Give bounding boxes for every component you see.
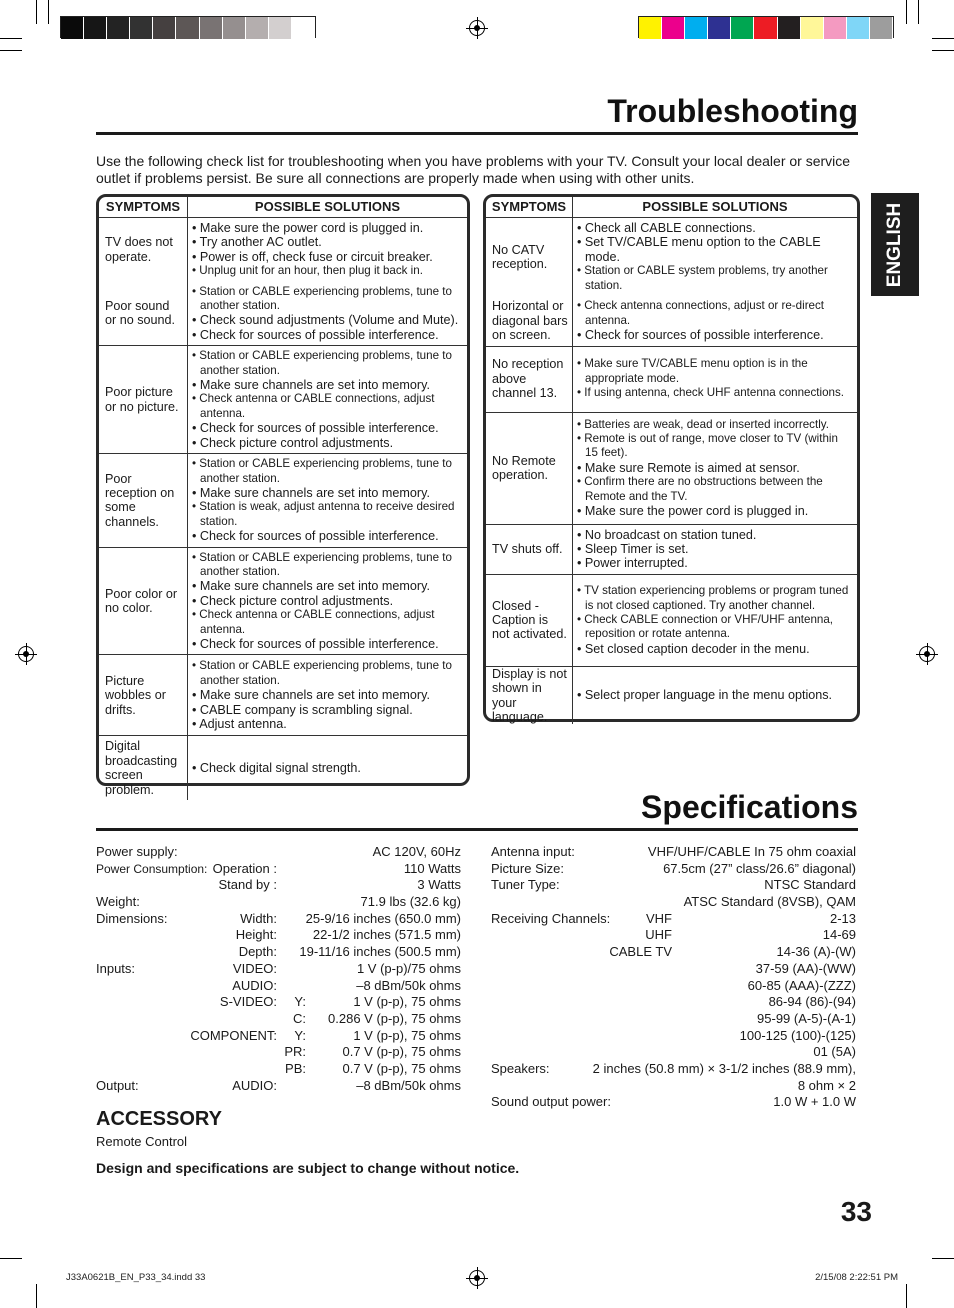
spec-value: 1 V (p-p), 75 ohms (353, 994, 461, 1010)
spec-sublabel: Width: (240, 910, 277, 926)
spec-sublabel: AUDIO: (232, 977, 277, 993)
color-swatch (84, 17, 107, 39)
solution-item: • Power is off, check fuse or circuit breaker. (192, 249, 433, 264)
symptom-cell: Picture wobbles or drifts. (99, 655, 188, 736)
troubleshooting-title: Troubleshooting (607, 93, 858, 129)
spec-sublabel: COMPONENT: (190, 1027, 277, 1043)
table-row (486, 412, 857, 524)
symptom-cell: Poor color or no color. (99, 547, 188, 655)
spec-sublabel: PR: (284, 1044, 306, 1060)
spec-value: AC 120V, 60Hz (372, 844, 461, 859)
solution-item: • Make sure the power cord is plugged in. (577, 504, 809, 519)
color-swatch (731, 17, 754, 39)
table-row (486, 524, 857, 574)
spec-sublabel: CABLE TV (609, 944, 672, 960)
solution-item: • Check sound adjustments (Volume and Mute). (192, 313, 459, 328)
solution-item: • Station or CABLE experiencing problems, tune to another station. (192, 284, 452, 313)
solution-item: • Confirm there are no obstructions between the Remote and the TV. (577, 475, 823, 503)
spec-value: 0.7 V (p-p), 75 ohms (342, 1044, 461, 1060)
color-swatch (176, 17, 199, 39)
solution-item: • Station is weak, adjust antenna to receive desired station. (192, 500, 455, 528)
solution-item: • Make sure Remote is aimed at sensor. (577, 460, 800, 475)
spec-value: 0.7 V (p-p), 75 ohms (342, 1060, 461, 1076)
solutions-cell (573, 296, 858, 346)
solution-item: • Power interrupted. (577, 556, 688, 571)
symptom-cell: TV shuts off. (486, 524, 573, 574)
solution-item: • Adjust antenna. (192, 716, 287, 731)
symptom-cell: TV does not operate. (99, 218, 188, 282)
symptom-cell: Poor picture or no picture. (99, 346, 188, 454)
table-row (99, 454, 467, 547)
solution-item: • Make sure channels are set into memory. (192, 378, 430, 393)
table-row (486, 218, 857, 297)
solution-item: • Check picture control adjustments. (192, 435, 394, 450)
troubleshooting-intro: Use the following check list for troubleshooting when you have problems with your TV. Consult your local dealer or service outlet if problems persist. Be sure all connections are properly made when using with other units. (96, 153, 851, 186)
solution-item: • Check for sources of possible interference. (577, 327, 824, 342)
color-swatch (685, 17, 708, 39)
registration-mark-icon (469, 1270, 485, 1286)
color-swatch (107, 17, 130, 39)
footer-timestamp: 2/15/08 2:22:51 PM (815, 1272, 898, 1283)
solution-item: • Set TV/CABLE menu option to the CABLE mode. (577, 235, 821, 264)
spec-sublabel: Y: (294, 1027, 306, 1043)
spec-value: 14-36 (A)-(W) (776, 944, 856, 960)
symptoms-header: SYMPTOMS (99, 197, 188, 218)
spec-value: 100-125 (100)-(125) (739, 1027, 856, 1043)
symptom-cell: Poor sound or no sound. (99, 282, 188, 346)
spec-value: 60-85 (AAA)-(ZZZ) (747, 977, 856, 993)
specifications-title: Specifications (641, 789, 858, 825)
solution-item: • Station or CABLE experiencing problems, tune to another station. (192, 659, 452, 687)
solution-item: • Make sure TV/CABLE menu option is in the appropriate mode. (577, 357, 808, 385)
accessory-heading: ACCESSORY (96, 1108, 222, 1130)
solutions-cell (573, 346, 858, 412)
color-swatch (824, 17, 847, 39)
spec-value: 95-99 (A-5)-(A-1) (757, 1010, 856, 1026)
crop-mark (0, 50, 22, 51)
spec-sublabel: UHF (645, 927, 672, 943)
spec-value: 25-9/16 inches (650.0 mm) (305, 910, 461, 926)
spec-value: ATSC Standard (8VSB), QAM (683, 894, 856, 910)
spec-value: 19-11/16 inches (500.5 mm) (299, 944, 461, 960)
solution-item: • Try another AC outlet. (192, 235, 322, 250)
symptom-cell: No Remote operation. (486, 412, 573, 524)
solutions-cell (573, 218, 858, 297)
language-tab (871, 193, 919, 296)
table-row (99, 282, 467, 346)
solutions-cell (188, 547, 468, 655)
solution-item: • Set closed caption decoder in the menu. (577, 641, 810, 656)
symptom-cell: No reception above channel 13. (486, 346, 573, 412)
spec-sublabel: AUDIO: (232, 1077, 277, 1093)
spec-label: Weight: (96, 894, 140, 910)
solution-item: • Check CABLE connection or VHF/UHF antenna, reposition or rotate antenna. (577, 613, 834, 641)
spec-value: –8 dBm/50k ohms (356, 1077, 461, 1093)
spec-label: Inputs: (96, 960, 136, 976)
solution-item: • Batteries are weak, dead or inserted incorrectly. (577, 417, 829, 431)
solutions-cell (188, 346, 468, 454)
solutions-cell (188, 655, 468, 736)
spec-label: Dimensions: (96, 910, 168, 926)
spec-value: 3 Watts (417, 877, 461, 893)
color-swatch (847, 17, 870, 39)
table-row (99, 346, 467, 454)
symptom-cell: Digital broadcasting screen problem. (99, 736, 188, 800)
spec-value: 2 inches (50.8 mm) × 3-1/2 inches (88.9 mm), (592, 1060, 856, 1076)
solution-item: • Unplug unit for an hour, then plug it back in. (192, 264, 423, 278)
spec-label: Speakers: (491, 1060, 550, 1076)
spec-sublabel: PB: (285, 1060, 306, 1076)
color-swatch (223, 17, 246, 39)
symptom-cell: Horizontal or diagonal bars on screen. (486, 296, 573, 346)
spec-right-column (491, 844, 856, 1111)
color-swatch (708, 17, 731, 39)
solutions-cell (573, 574, 858, 666)
solution-item: • Station or CABLE experiencing problems, tune to another station. (192, 349, 452, 377)
spec-sublabel: C: (293, 1010, 306, 1026)
crop-mark (0, 38, 22, 39)
color-swatch (246, 17, 269, 39)
crop-mark (0, 1258, 22, 1259)
color-swatch (269, 17, 292, 39)
spec-value: 0.286 V (p-p), 75 ohms (328, 1010, 461, 1026)
troubleshooting-table-left (96, 194, 470, 797)
table-row (99, 218, 467, 282)
solution-item: • Make sure the power cord is plugged in. (192, 221, 424, 235)
solution-item: • TV station experiencing problems or program tuned is not closed captioned. Try another channel. (577, 584, 849, 612)
spec-sublabel: VHF (646, 910, 672, 926)
spec-sublabel: Depth: (238, 944, 277, 960)
crop-mark (906, 1284, 907, 1308)
crop-mark (36, 0, 37, 24)
registration-mark-icon (919, 646, 935, 662)
spec-label: Antenna input: (491, 844, 575, 859)
registration-mark-icon (18, 646, 34, 662)
table-row (486, 666, 857, 724)
solutions-cell (188, 736, 468, 800)
table-row (486, 296, 857, 346)
spec-sublabel: Y: (294, 994, 306, 1010)
specifications-rule (96, 828, 858, 831)
solutions-cell (188, 454, 468, 547)
solution-item: • Station or CABLE experiencing problems, tune to another station. (192, 550, 452, 578)
solution-item: • Station or CABLE system problems, try another station. (577, 264, 828, 292)
page-number: 33 (840, 1196, 872, 1227)
process-color-bar (638, 16, 894, 38)
spec-value: 71.9 lbs (32.6 kg) (360, 894, 461, 910)
spec-value: VHF/UHF/CABLE In 75 ohm coaxial (647, 844, 856, 859)
spec-value: 1.0 W + 1.0 W (773, 1094, 856, 1110)
table-row (486, 574, 857, 666)
spec-value: 110 Watts (403, 860, 461, 876)
symptom-cell: Poor reception on some channels. (99, 454, 188, 547)
spec-sublabel: Stand by : (218, 877, 277, 893)
registration-mark-icon (469, 20, 485, 36)
spec-value: 14-69 (822, 927, 856, 943)
table-row (99, 736, 467, 800)
color-swatch (153, 17, 176, 39)
solution-item: • Check all CABLE connections. (577, 221, 756, 235)
spec-value: 01 (5A) (813, 1044, 856, 1060)
crop-mark (932, 1258, 954, 1259)
solution-item: • Check for sources of possible interference. (192, 421, 439, 436)
symptom-cell: No CATV reception. (486, 218, 573, 297)
solutions-cell (188, 218, 468, 282)
solution-item: • No broadcast on station tuned. (577, 527, 757, 542)
spec-value: 37-59 (AA)-(WW) (755, 960, 856, 976)
spec-value: –8 dBm/50k ohms (356, 977, 461, 993)
solution-item: • Check antenna connections, adjust or re-direct antenna. (577, 299, 825, 327)
spec-sublabel: Height: (235, 927, 277, 943)
spec-label: Output: (96, 1077, 139, 1093)
crop-mark (932, 38, 954, 39)
color-swatch (292, 17, 315, 39)
table-row (99, 547, 467, 655)
spec-label: Picture Size: (491, 860, 564, 876)
spec-left-column (96, 844, 461, 1094)
solution-item: • Remote is out of range, move closer to TV (within 15 feet). (577, 432, 838, 460)
spec-sublabel: S-VIDEO: (219, 994, 277, 1010)
solution-item: • Make sure channels are set into memory. (192, 688, 430, 703)
color-swatch (662, 17, 685, 39)
solutions-header: POSSIBLE SOLUTIONS (573, 197, 858, 218)
symptom-cell: Display is not shown in your language. (486, 666, 573, 724)
color-swatch (200, 17, 223, 39)
solution-item: • Check picture control adjustments. (192, 593, 394, 608)
solution-item: • Make sure channels are set into memory. (192, 579, 430, 594)
spec-label: Power Consumption: (96, 861, 208, 876)
grayscale-color-bar (60, 16, 316, 38)
footer-file: J33A0621B_EN_P33_34.indd 33 (66, 1272, 206, 1283)
solution-item: • Select proper language in the menu options. (577, 688, 833, 703)
table-row (99, 655, 467, 736)
crop-mark (932, 50, 954, 51)
color-swatch (61, 17, 84, 39)
spec-sublabel: Operation : (212, 860, 277, 876)
spec-value: 2-13 (829, 910, 856, 926)
spec-label: Sound output power: (491, 1094, 611, 1110)
crop-mark (906, 0, 907, 24)
color-swatch (801, 17, 824, 39)
spec-sublabel: VIDEO: (232, 960, 277, 976)
crop-mark (36, 1284, 37, 1308)
title-rule (96, 132, 858, 135)
solutions-cell (188, 282, 468, 346)
crop-mark (918, 0, 919, 24)
troubleshooting-table-right (483, 194, 860, 722)
spec-value: 67.5cm (27” class/26.6” diagonal) (663, 860, 856, 876)
spec-value: 86-94 (86)-(94) (768, 994, 856, 1010)
spec-label: Tuner Type: (491, 877, 560, 893)
spec-value: 8 ohm × 2 (797, 1077, 856, 1093)
spec-value: 22-1/2 inches (571.5 mm) (312, 927, 461, 943)
solution-item: • Check antenna or CABLE connections, adjust antenna. (192, 392, 435, 420)
change-notice: Design and specifications are subject to change without notice. (96, 1160, 520, 1176)
solutions-cell (573, 524, 858, 574)
solution-item: • If using antenna, check UHF antenna connections. (577, 386, 845, 400)
solution-item: • Check for sources of possible interference. (192, 327, 439, 342)
color-swatch (754, 17, 777, 39)
symptoms-header: SYMPTOMS (486, 197, 573, 218)
solution-item: • Check antenna or CABLE connections, adjust antenna. (192, 608, 435, 636)
solution-item: • Check for sources of possible interference. (192, 529, 439, 544)
solution-item: • Station or CABLE experiencing problems, tune to another station. (192, 457, 452, 485)
color-swatch (870, 17, 893, 39)
accessory-item: Remote Control (96, 1134, 188, 1149)
spec-value: 1 V (p-p)/75 ohms (356, 960, 461, 976)
solution-item: • CABLE company is scrambling signal. (192, 702, 413, 717)
table-row (486, 346, 857, 412)
spec-value: 1 V (p-p), 75 ohms (353, 1027, 461, 1043)
spec-value: NTSC Standard (764, 877, 856, 893)
color-swatch (778, 17, 801, 39)
color-swatch (639, 17, 662, 39)
language-tab-label: ENGLISH (884, 202, 905, 287)
symptom-cell: Closed - Caption is not activated. (486, 574, 573, 666)
solution-item: • Make sure channels are set into memory. (192, 485, 430, 500)
solutions-cell (573, 666, 858, 724)
solution-item: • Sleep Timer is set. (577, 541, 689, 556)
solution-item: • Check for sources of possible interference. (192, 636, 439, 651)
spec-label: Power supply: (96, 844, 178, 859)
solutions-cell (573, 412, 858, 524)
spec-label: Receiving Channels: (491, 910, 611, 926)
color-swatch (130, 17, 153, 39)
solution-item: • Check digital signal strength. (192, 760, 361, 775)
solutions-header: POSSIBLE SOLUTIONS (188, 197, 468, 218)
crop-mark (48, 0, 49, 24)
